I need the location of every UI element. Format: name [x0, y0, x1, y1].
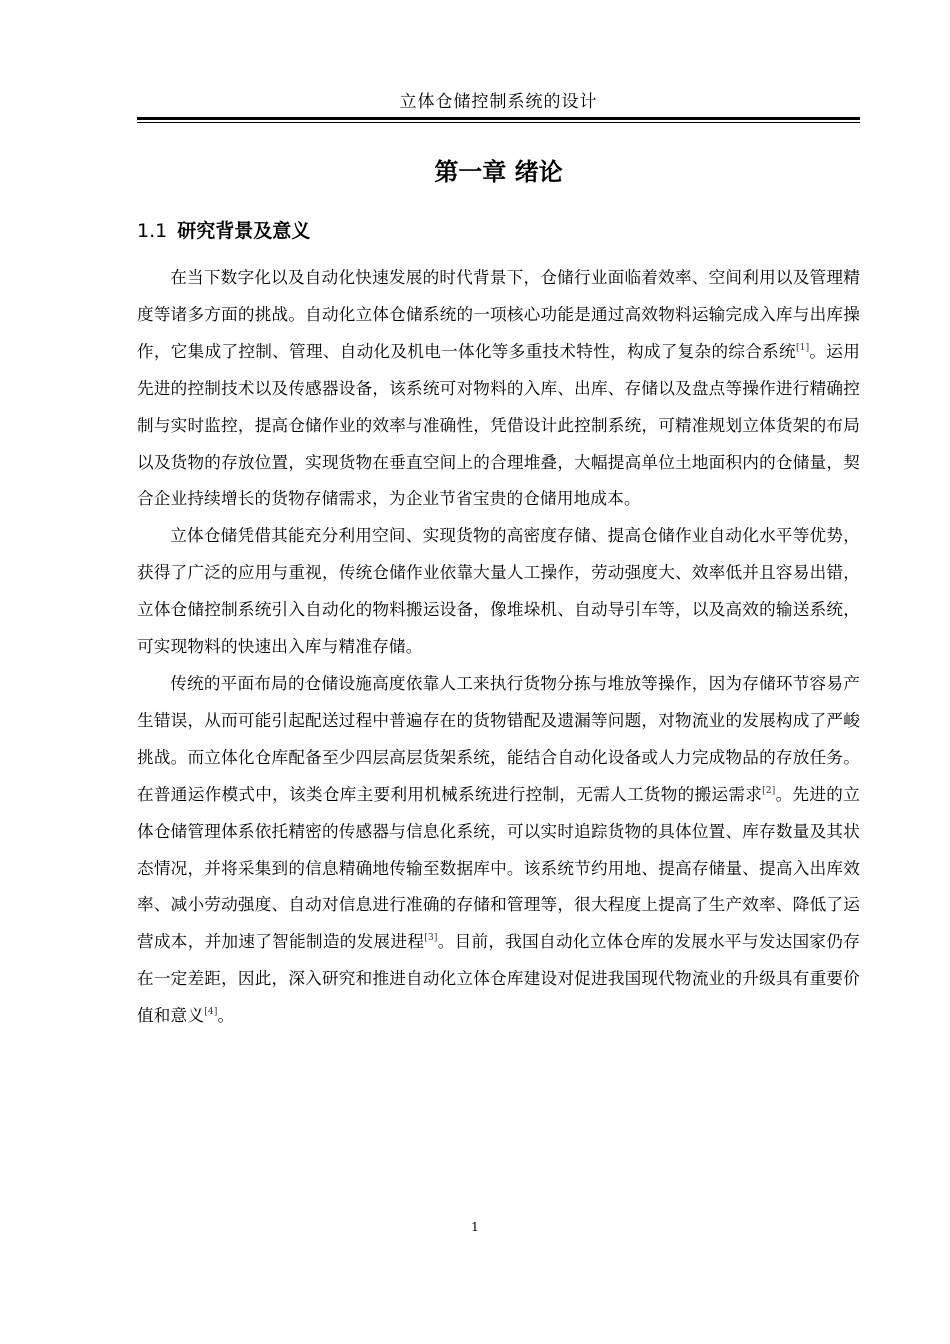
section-title: 研究背景及意义 [177, 220, 311, 242]
citation-ref[interactable]: [3] [424, 933, 438, 944]
paragraph [137, 260, 860, 518]
body-text [137, 260, 860, 1035]
running-header: 立体仓储控制系统的设计 [399, 92, 598, 112]
paragraph-text: 。运用先进的控制技术以及传感器设备，该系统可对物料的入库、出库、存储以及盘点等操作进行精确控制与实时监控，提高仓储作业的效率与准确性，凭借设计此控制系统，可精准规划立体货架的布局以及货物的存放位置，实现货物在垂直空间上的合理堆叠，大幅提高单位土地面积内的仓储量，契合企业持续增长的货物存储需求，为企业节省宝贵的仓储用地成本。 [137, 341, 860, 509]
section-number: 1.1 [137, 220, 168, 242]
paragraph-text: 在当下数字化以及自动化快速发展的时代背景下，仓储行业面临着效率、空间利用以及管理精度等诸多方面的挑战。自动化立体仓储系统的一项核心功能是通过高效物料运输完成入库与出库操作，它集成了控制、管理、自动化及机电一体化等多重技术特性，构成了复杂的综合系统 [137, 268, 860, 361]
paragraph-text: 。目前，我国自动化立体仓库的发展水平与发达国家仍存在一定差距，因此，深入研究和推进自动化立体仓库建设对促进我国现代物流业的升级具有重要价值和意义 [137, 932, 860, 1026]
section-heading [137, 216, 310, 246]
paragraph-text: 立体仓储凭借其能充分利用空间、实现货物的高密度存储、提高仓储作业自动化水平等优势，获得了广泛的应用与重视，传统仓储作业依靠大量人工操作，劳动强度大、效率低并且容易出错，立体仓储控制系统引入自动化的物料搬运设备，像堆垛机、自动导引车等，以及高效的输送系统，可实现物料的快速出入库与精准存储。 [137, 526, 860, 657]
header-rule-thin [137, 122, 860, 123]
header-rule-thick [137, 117, 860, 120]
chapter-title: 第一章 绪论 [434, 158, 563, 186]
paragraph [137, 518, 860, 666]
paragraph-text: 。 [217, 1006, 235, 1026]
paragraph-text: 传统的平面布局的仓储设施高度依靠人工来执行货物分拣与堆放等操作，因为存储环节容易产生错误，从而可能引起配送过程中普遍存在的货物错配及遗漏等问题，对物流业的发展构成了严峻挑战。而立体化仓库配备至少四层高层货架系统，能结合自动化设备或人力完成物品的存放任务。在普通运作模式中，该类仓库主要利用机械系统进行控制，无需人工货物的搬运需求 [137, 673, 860, 804]
page-number: 1 [471, 1220, 479, 1234]
citation-ref[interactable]: [1] [795, 342, 810, 353]
citation-ref[interactable]: [2] [762, 785, 776, 796]
citation-ref[interactable]: [4] [204, 1007, 218, 1018]
paragraph-text: 。先进的立体仓储管理体系依托精密的传感器与信息化系统，可以实时追踪货物的具体位置、库存数量及其状态情况，并将采集到的信息精确地传输至数据库中。该系统节约用地、提高存储量、提高入出库效率、减小劳动强度、自动对信息进行准确的存储和管理等，很大程度上提高了生产效率、降低了运营成本，并加速了智能制造的发展进程 [137, 784, 860, 952]
paragraph [137, 666, 860, 1035]
